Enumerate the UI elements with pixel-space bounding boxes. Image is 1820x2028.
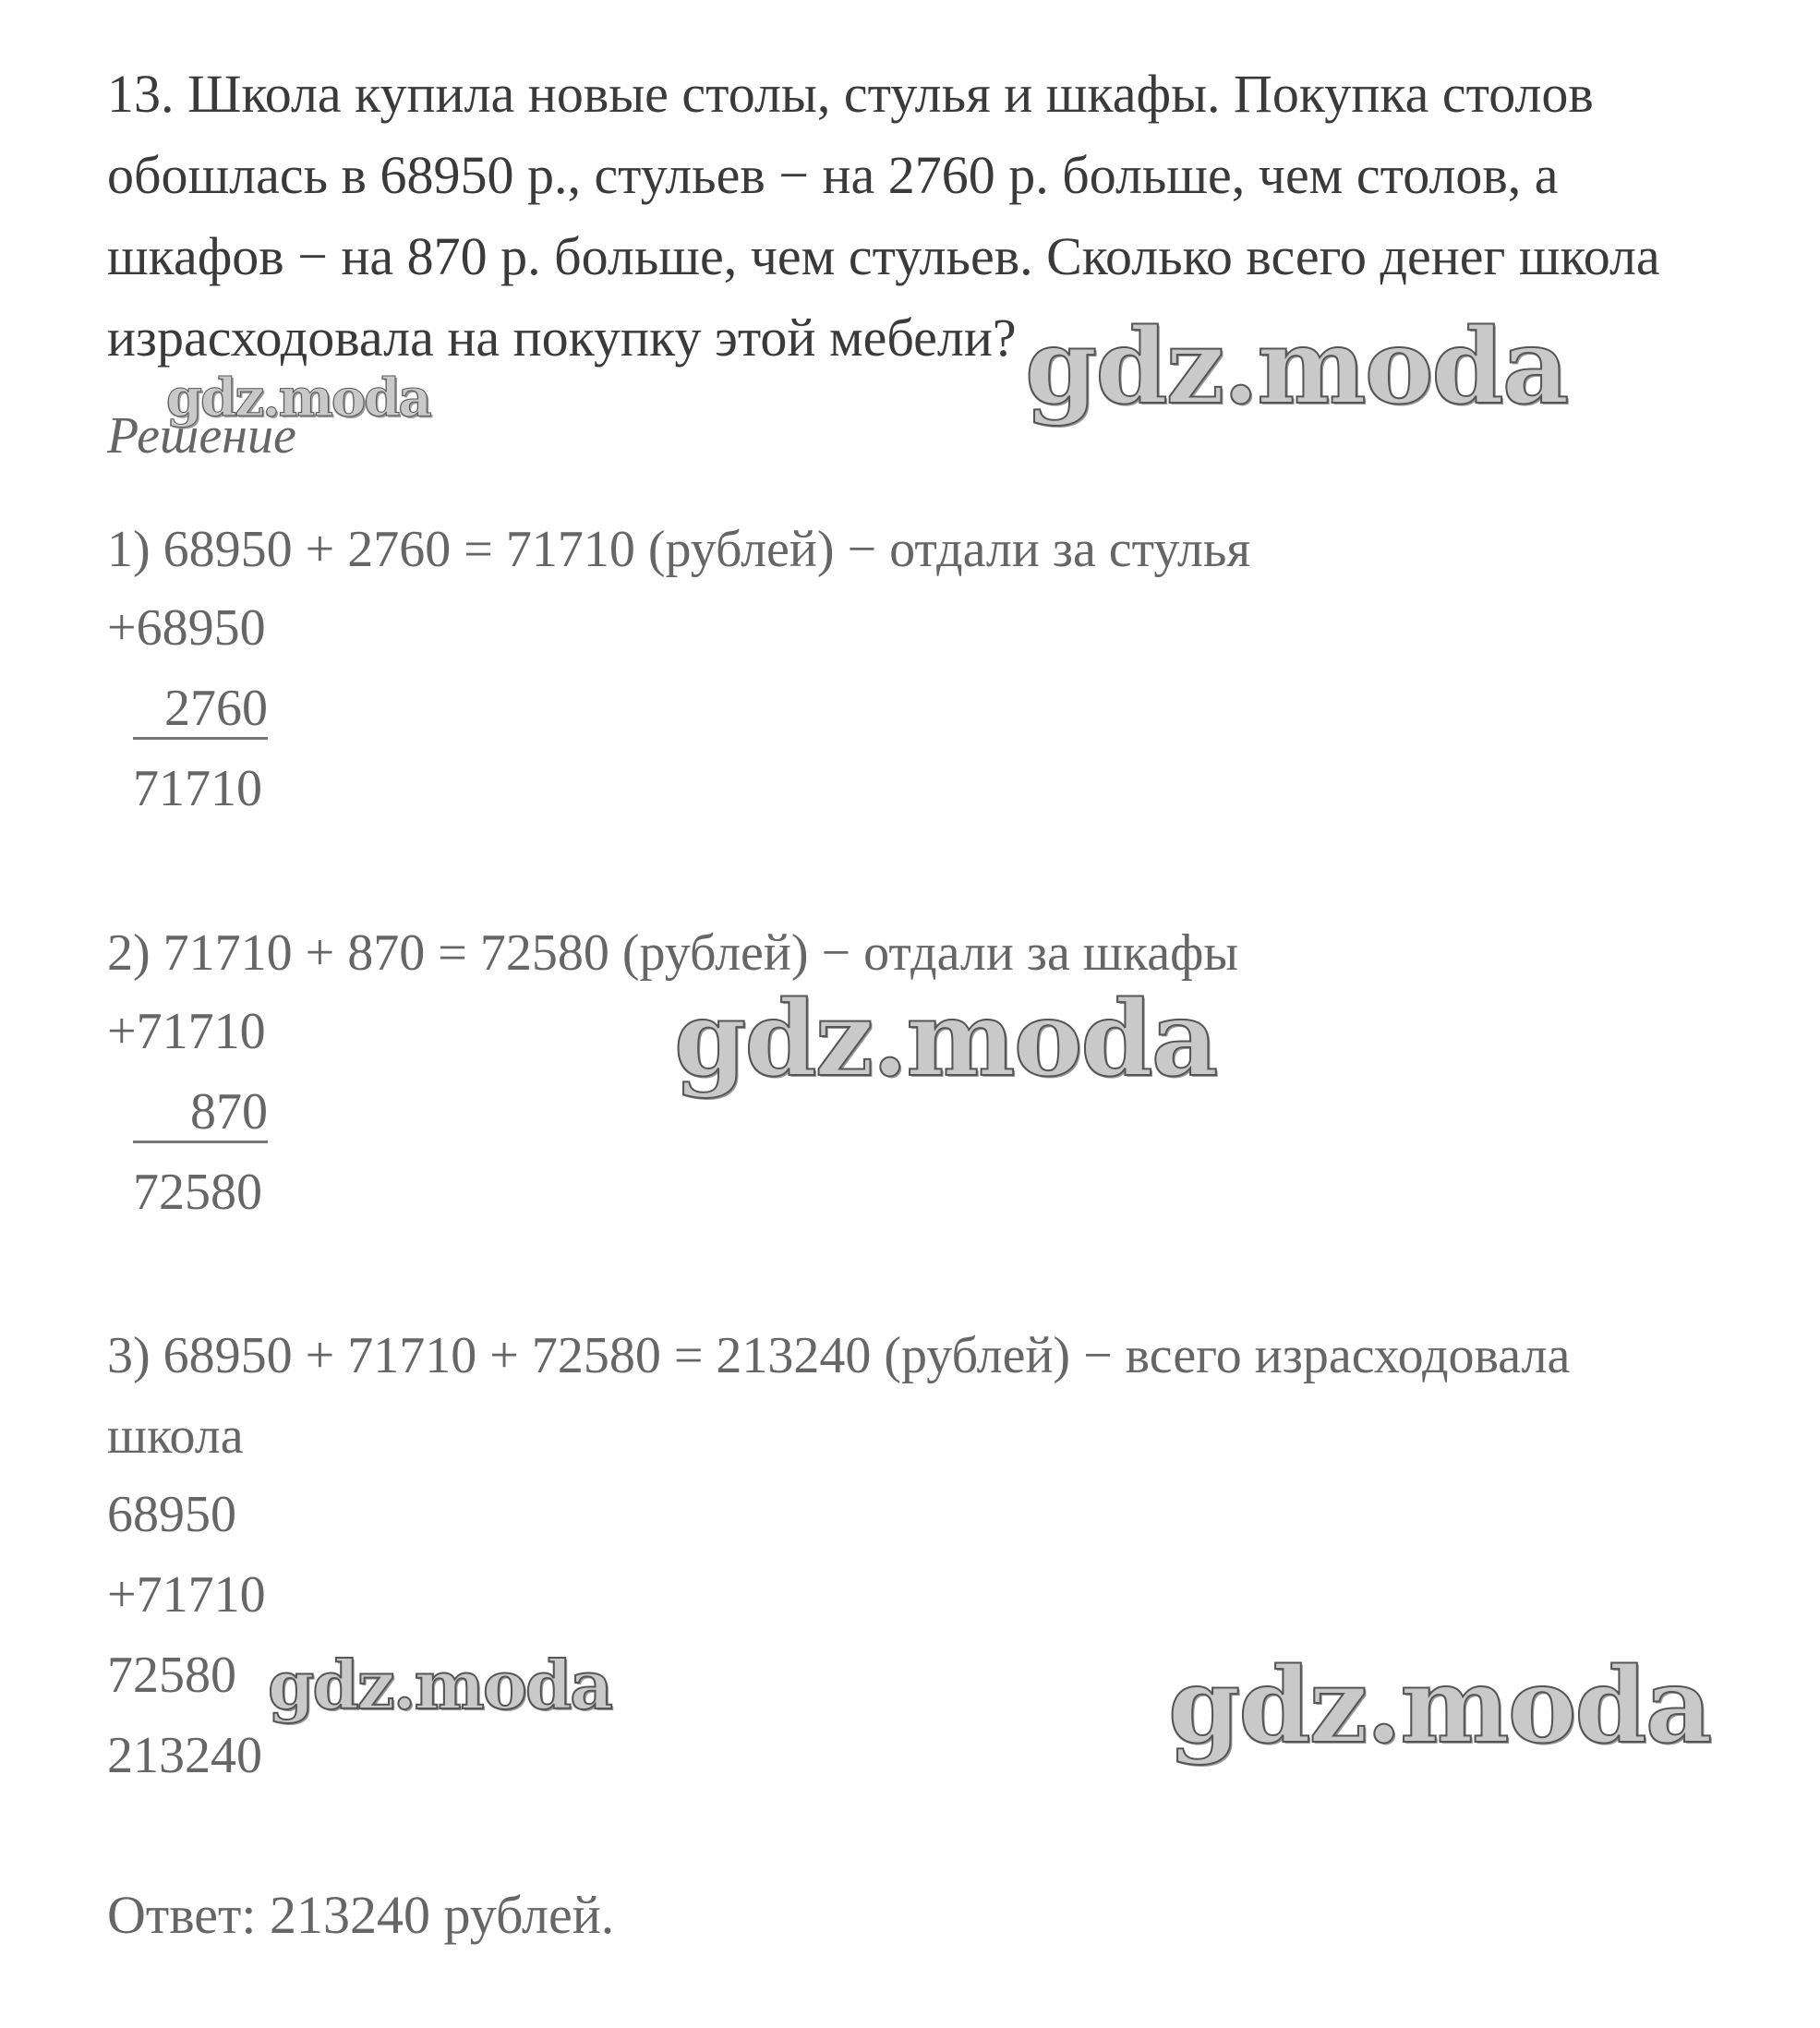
step1-sum-line	[133, 667, 268, 740]
step3-equation-line1: 3) 68950 + 71710 + 72580 = 213240 (рублей) − всего израсходовала	[107, 1327, 1571, 1384]
step2-equation: 2) 71710 + 870 = 72580 (рублей) − отдали за шкафы	[107, 924, 1239, 982]
step3-column-b: +71710	[107, 1566, 266, 1624]
task-line: шкафов − на 870 р. больше, чем стульев. Сколько всего денег школа	[107, 226, 1660, 286]
step3-column-c: 72580	[107, 1647, 236, 1704]
step1-column-a: +68950	[107, 599, 266, 657]
step2-sum-line	[133, 1070, 268, 1143]
step3-column-a: 68950	[107, 1486, 236, 1543]
step2-column-a: +71710	[107, 1003, 266, 1060]
step3-column-result: 213240	[107, 1727, 262, 1784]
watermark: gdz.moda	[674, 979, 1217, 1100]
task-line: израсходовала на покупку этой мебели?	[107, 308, 1017, 368]
watermark: gdz.moda	[166, 368, 430, 429]
watermark: gdz.moda	[268, 1646, 611, 1724]
task-line: 13. Школа купила новые столы, стулья и шкафы. Покупка столов	[107, 64, 1594, 124]
watermark: gdz.moda	[1025, 307, 1568, 428]
step1-equation: 1) 68950 + 2760 = 71710 (рублей) − отдали за стулья	[107, 521, 1251, 578]
step2-column-b-value: 870	[190, 1083, 268, 1141]
step2-column-result: 72580	[133, 1164, 262, 1221]
watermark: gdz.moda	[1168, 1646, 1711, 1767]
solution-heading: Решение	[107, 407, 296, 465]
step1-column-result: 71710	[133, 760, 262, 817]
step3-equation-line2: школа	[107, 1407, 244, 1465]
answer-text: Ответ: 213240 рублей.	[107, 1885, 615, 1945]
task-text	[107, 54, 1732, 379]
task-line: обошлась в 68950 р., стульев − на 2760 р. больше, чем столов, а	[107, 145, 1559, 205]
step1-column-b-value: 2760	[164, 680, 268, 737]
